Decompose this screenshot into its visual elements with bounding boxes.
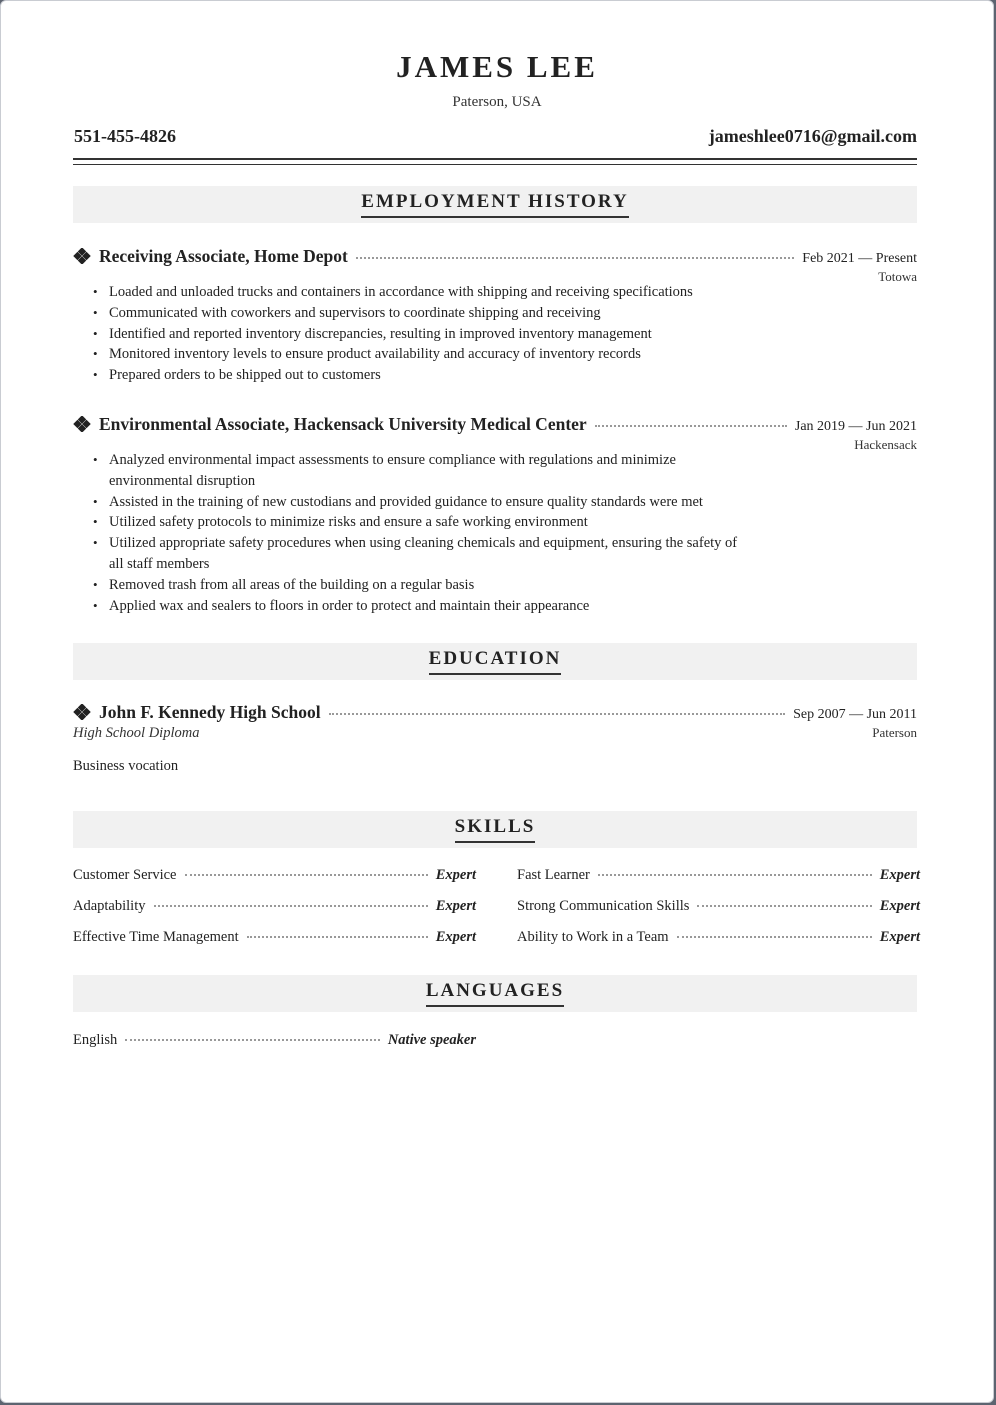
list-item: • Prepared orders to be shipped out to customers [93,365,753,386]
skills-section-header [73,811,917,848]
job-city: Hackensack [854,437,917,452]
skills-section-title: SKILLS [455,816,536,843]
dot-leader [329,713,785,715]
job-header [73,414,917,435]
languages-section-title: LANGUAGES [426,980,564,1007]
degree: High School Diploma [73,725,200,741]
skill-level: Expert [435,867,476,883]
language-level: Native speaker [387,1032,476,1048]
education-entry [73,702,917,775]
skill-name: Adaptability [73,898,146,914]
job-header [73,246,917,267]
skill-row [73,929,476,952]
employment-section-header [73,186,917,223]
header-divider [73,158,917,165]
candidate-name: JAMES LEE [396,49,598,84]
job-duties [73,282,753,386]
education-section-title: EDUCATION [429,648,562,675]
skill-name: Effective Time Management [73,929,239,945]
education-header [73,702,917,723]
list-item: • Utilized safety protocols to minimize risks and ensure a safe working environment [93,512,753,533]
skill-level: Expert [879,867,920,883]
languages-section-header [73,975,917,1012]
list-item: • Identified and reported inventory discrepancies, resulting in improved inventory management [93,324,753,345]
skill-level: Expert [435,929,476,945]
skill-row [517,929,920,952]
contact-row [74,126,917,147]
candidate-location: Paterson, USA [452,94,542,110]
dot-leader [125,1039,380,1041]
list-item: • Analyzed environmental impact assessments to ensure compliance with regulations and minimize environmental disruption [93,450,753,492]
skills-grid [73,867,920,952]
clover-bullet-icon [73,416,91,432]
clover-bullet-icon [73,704,91,720]
education-dates: Sep 2007 — Jun 2011 [793,707,917,722]
list-item: • Applied wax and sealers to floors in order to protect and maintain their appearance [93,596,753,617]
skill-name: Strong Communication Skills [517,898,690,914]
job-entry [73,414,917,616]
skill-row [517,898,920,921]
skill-level: Expert [879,898,920,914]
job-title: Receiving Associate, Home Depot [99,246,348,266]
list-item: • Utilized appropriate safety procedures when using cleaning chemicals and equipment, ensuring the safety of all staff members [93,533,753,575]
list-item: • Loaded and unloaded trucks and containers in accordance with shipping and receiving specifications [93,282,753,303]
list-item: • Monitored inventory levels to ensure product availability and accuracy of inventory records [93,344,753,365]
dot-leader [185,874,428,876]
language-name: English [73,1032,118,1048]
dot-leader [697,905,871,907]
skill-row [73,867,476,890]
clover-bullet-icon [73,248,91,264]
dot-leader [598,874,872,876]
list-item: • Communicated with coworkers and supervisors to coordinate shipping and receiving [93,303,753,324]
email-address: jameshlee0716@gmail.com [708,126,917,146]
dot-leader [247,936,428,938]
education-subrow [73,725,917,742]
phone-number: 551-455-4826 [74,126,176,146]
school-name: John F. Kennedy High School [99,702,321,722]
skill-level: Expert [435,898,476,914]
education-description: Business vocation [73,758,179,774]
dot-leader [677,936,872,938]
job-entry [73,246,917,386]
job-dates: Jan 2019 — Jun 2021 [794,419,917,434]
education-city: Paterson [872,725,917,740]
dot-leader [356,257,794,259]
skill-row [73,898,476,921]
education-section-header [73,643,917,680]
skill-name: Ability to Work in a Team [517,929,669,945]
employment-section-title: EMPLOYMENT HISTORY [361,191,628,218]
list-item: • Assisted in the training of new custodians and provided guidance to ensure quality standards were met [93,492,753,513]
skill-level: Expert [879,929,920,945]
dot-leader [154,905,428,907]
skill-row [517,867,920,890]
list-item: • Removed trash from all areas of the building on a regular basis [93,575,753,596]
skill-name: Customer Service [73,867,177,883]
job-duties [73,450,753,616]
job-title: Environmental Associate, Hackensack University Medical Center [99,414,587,434]
language-row [73,1032,476,1049]
job-dates: Feb 2021 — Present [802,251,917,266]
skill-name: Fast Learner [517,867,590,883]
dot-leader [595,425,787,427]
job-city: Totowa [878,269,917,284]
